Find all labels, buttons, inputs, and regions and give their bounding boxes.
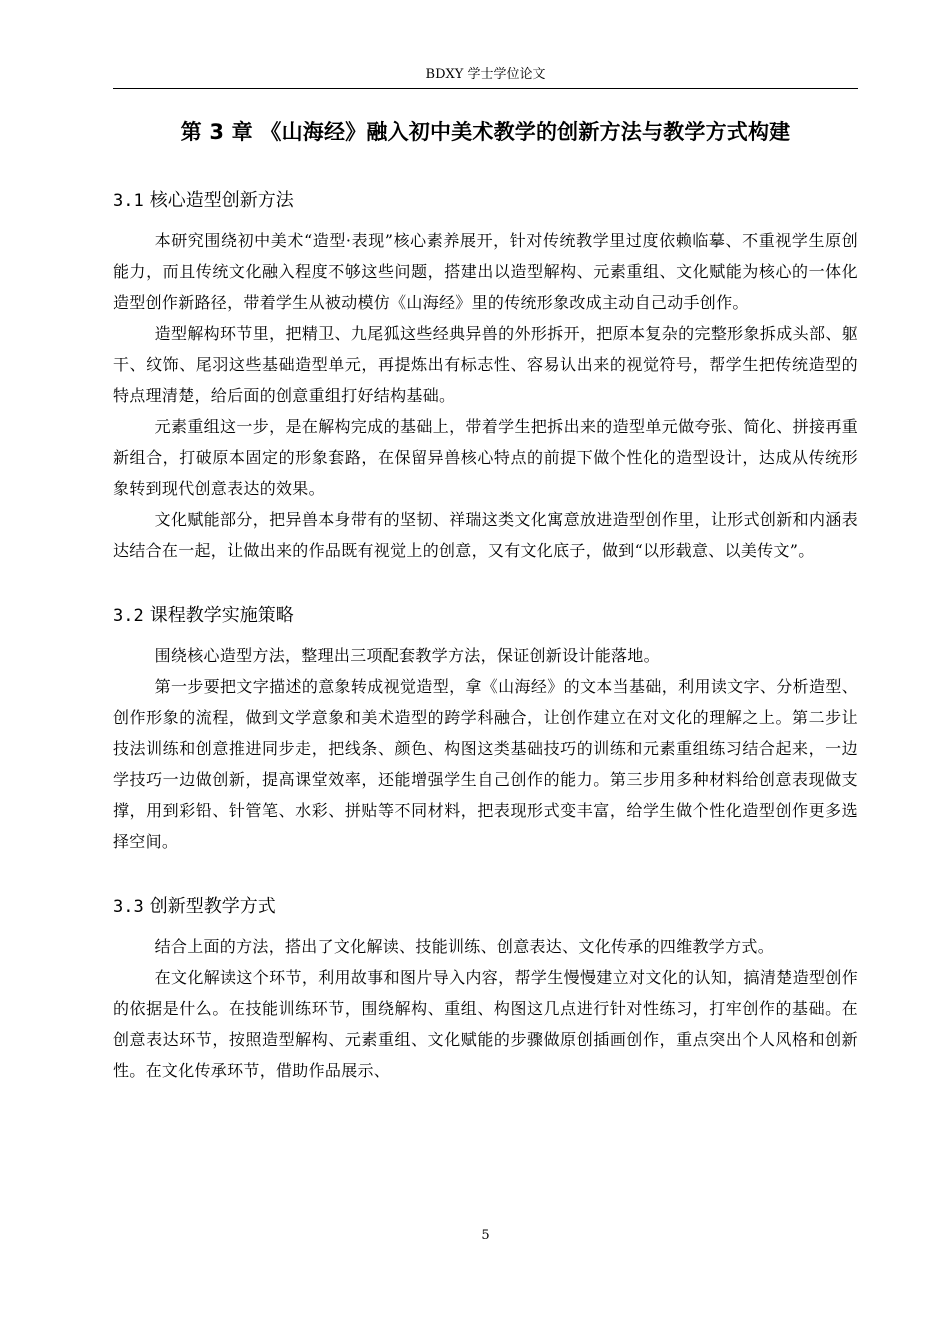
paragraph: 在文化解读这个环节，利用故事和图片导入内容，帮学生慢慢建立对文化的认知，搞清楚造型创作的依据是什么。在技能训练环节，围绕解构、重组、构图这几点进行针对性练习，打牢创作的基础。在创意表达环节，按照造型解构、元素重组、文化赋能的步骤做原创插画创作，重点突出个人风格和创新性。在文化传承环节，借助作品展示、 [113,968,858,1080]
section-number: 3.3 [113,897,144,917]
section-number: 3.1 [113,191,144,211]
section-title: 创新型教学方式 [149,896,276,917]
paragraph: 第一步要把文字描述的意象转成视觉造型，拿《山海经》的文本当基础，利用读文字、分析造型、创作形象的流程，做到文学意象和美术造型的跨学科融合，让创作建立在对文化的理解之上。第二步让技法训练和创意推进同步走，把线条、颜色、构图这类基础技巧的训练和元素重组练习结合起来，一边学技巧一边做创新，提高课堂效率，还能增强学生自己创作的能力。第三步用多种材料给创意表现做支撑，用到彩铅、针管笔、水彩、拼贴等不同材料，把表现形式变丰富，给学生做个性化造型创作更多选择空间。 [113,677,858,851]
paragraph: 围绕核心造型方法，整理出三项配套教学方法，保证创新设计能落地。 [154,646,660,665]
body-content [113,187,858,1086]
header-rule [113,88,858,89]
paragraph: 元素重组这一步，是在解构完成的基础上，带着学生把拆出来的造型单元做夸张、简化、拼接再重新组合，打破原本固定的形象套路，在保留异兽核心特点的前提下做个性化的造型设计，达成从传统形象转到现代创意表达的效果。 [113,417,858,498]
section-heading [113,893,858,921]
page-number: 5 [481,1228,490,1243]
section-title: 核心造型创新方法 [149,190,294,211]
paragraph: 造型解构环节里，把精卫、九尾狐这些经典异兽的外形拆开，把原本复杂的完整形象拆成头部、躯干、纹饰、尾羽这些基础造型单元，再提炼出有标志性、容易认出来的视觉符号，帮学生把传统造型的特点理清楚，给后面的创意重组打好结构基础。 [113,324,858,405]
section-3-2 [113,602,858,857]
section-heading [113,602,858,630]
section-3-3 [113,893,858,1086]
running-header: BDXY 学士学位论文 [425,67,546,82]
section-number: 3.2 [113,606,144,626]
chapter-title: 第 3 章 《山海经》融入初中美术教学的创新方法与教学方式构建 [180,120,791,144]
paragraph: 结合上面的方法，搭出了文化解读、技能训练、创意表达、文化传承的四维教学方式。 [154,937,774,956]
section-3-1 [113,187,858,566]
section-heading [113,187,858,215]
paragraph: 本研究围绕初中美术“造型·表现”核心素养展开，针对传统教学里过度依赖临摹、不重视学生原创能力，而且传统文化融入程度不够这些问题，搭建出以造型解构、元素重组、文化赋能为核心的一体化造型创作新路径，带着学生从被动模仿《山海经》里的传统形象改成主动自己动手创作。 [113,231,858,312]
section-title: 课程教学实施策略 [149,605,294,626]
paragraph: 文化赋能部分，把异兽本身带有的坚韧、祥瑞这类文化寓意放进造型创作里，让形式创新和内涵表达结合在一起，让做出来的作品既有视觉上的创意，又有文化底子，做到“以形载意、以美传文”。 [113,510,858,560]
